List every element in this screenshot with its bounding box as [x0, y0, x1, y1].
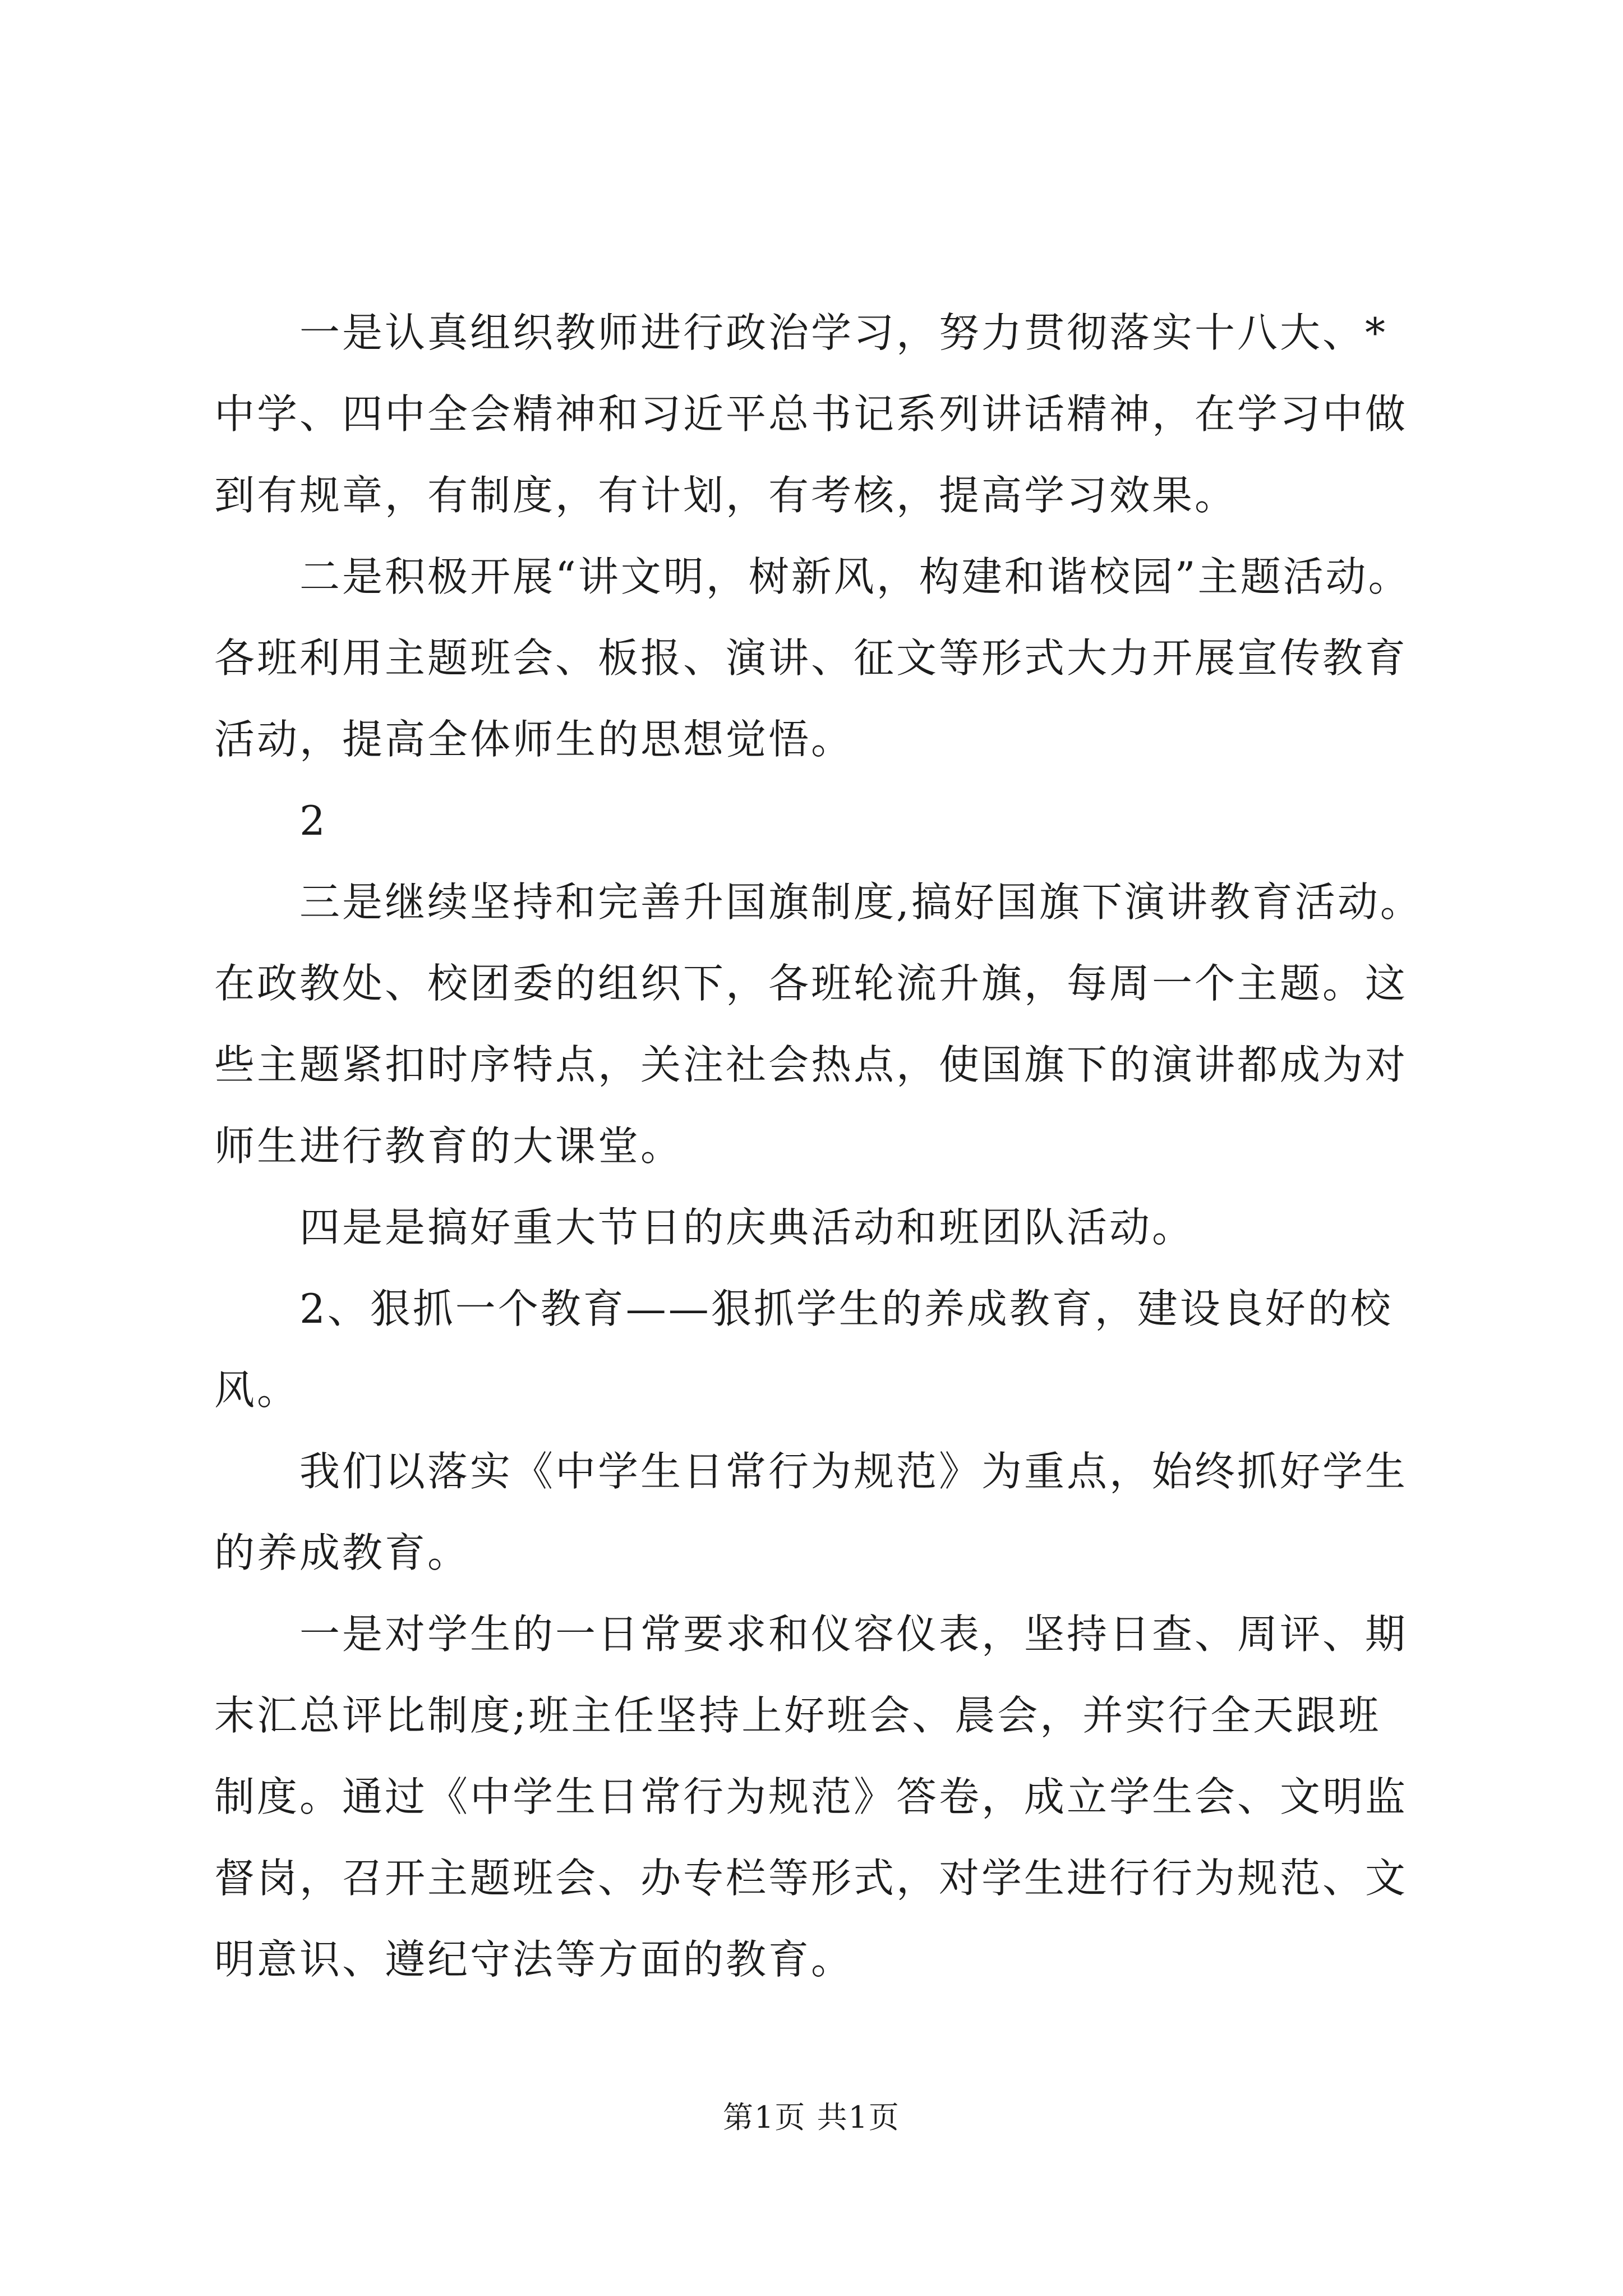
- text-line: 在政教处、校团委的组织下，各班轮流升旗，每周一个主题。这: [214, 960, 1408, 1007]
- text-line: 中学、四中全会精神和习近平总书记系列讲话精神，在学习中做: [214, 390, 1408, 438]
- paragraph: [214, 292, 1470, 536]
- text-line: 我们以落实《中学生日常行为规范》为重点，始终抓好学生: [299, 1448, 1408, 1495]
- text-line: 制度。通过《中学生日常行为规范》答卷，成立学生会、文明监: [214, 1773, 1408, 1820]
- text-line: 督岗，召开主题班会、办专栏等形式，对学生进行行为规范、文: [214, 1855, 1408, 1902]
- page-number-footer: 第1页 共1页: [723, 2100, 900, 2135]
- text-line: 风。: [214, 1366, 300, 1414]
- paragraph: [214, 1187, 1470, 1268]
- text-line: 些主题紧扣时序特点，关注社会热点，使国旗下的演讲都成为对: [214, 1041, 1408, 1088]
- text-line: 一是认真组织教师进行政治学习，努力贯彻落实十八大、*: [299, 309, 1388, 356]
- document-body: [214, 292, 1470, 2000]
- text-line: 师生进行教育的大课堂。: [214, 1122, 684, 1170]
- paragraph: [214, 1431, 1470, 1594]
- text-line: 二是积极开展“讲文明，树新风，构建和谐校园”主题活动。: [299, 553, 1411, 600]
- paragraph: [214, 1594, 1470, 2000]
- paragraph: [214, 536, 1470, 780]
- paragraph: [214, 1268, 1470, 1431]
- text-line: 各班利用主题班会、板报、演讲、征文等形式大力开展宣传教育: [214, 634, 1408, 682]
- text-line: 2: [299, 797, 328, 844]
- text-line: 活动，提高全体师生的思想觉悟。: [214, 716, 854, 763]
- text-line: 明意识、遵纪守法等方面的教育。: [214, 1936, 854, 1983]
- text-line: 到有规章，有制度，有计划，有考核，提高学习效果。: [214, 472, 1238, 519]
- text-line: 三是继续坚持和完善升国旗制度,搞好国旗下演讲教育活动。: [299, 878, 1423, 926]
- paragraph: [214, 862, 1470, 1187]
- text-line: 四是是搞好重大节日的庆典活动和班团队活动。: [299, 1204, 1195, 1251]
- text-line: 2、狠抓一个教育——狠抓学生的养成教育，建设良好的校: [299, 1285, 1393, 1332]
- text-line: 一是对学生的一日常要求和仪容仪表，坚持日查、周评、期: [299, 1611, 1408, 1658]
- text-line: 的养成教育。: [214, 1529, 471, 1576]
- text-line: 末汇总评比制度;班主任坚持上好班会、晨会，并实行全天跟班: [214, 1692, 1381, 1739]
- paragraph: [214, 780, 1470, 862]
